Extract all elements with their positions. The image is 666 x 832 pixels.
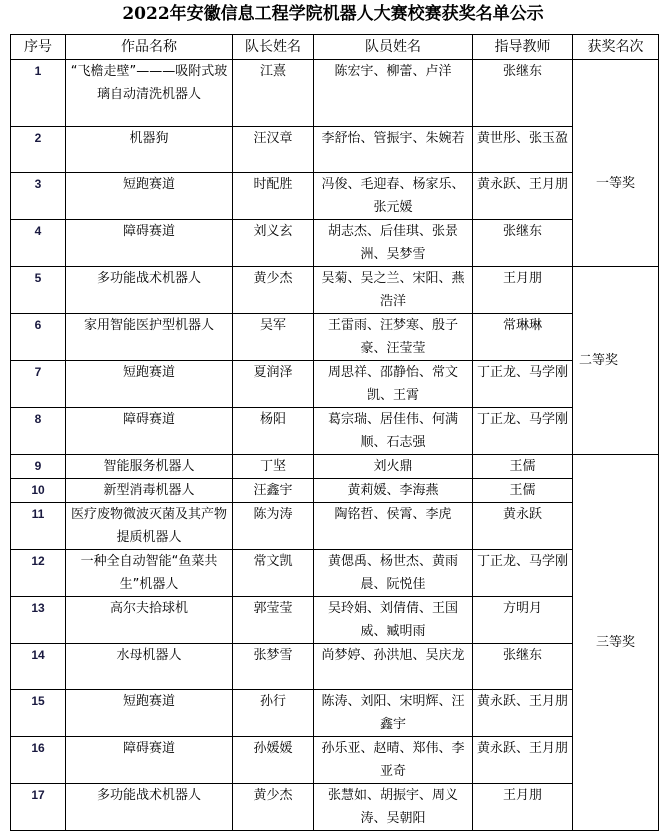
row-members: 黄偲禹、杨世杰、黄雨晨、阮悦佳 [314,550,473,597]
row-members: 孙乐亚、赵晴、郑伟、李亚奇 [314,737,473,784]
row-captain: 刘义玄 [233,220,314,267]
row-advisor: 王月朋 [473,267,573,314]
row-advisor: 黄永跃 [473,503,573,550]
header-work: 作品名称 [66,35,233,60]
row-seq: 6 [11,314,66,361]
header-award: 获奖名次 [573,35,659,60]
award-second-prize: 二等奖 [573,267,659,455]
row-captain: 黄少杰 [233,784,314,831]
row-members: 刘火鼎 [314,455,473,479]
row-work: 水母机器人 [66,644,233,690]
row-work: 障碍赛道 [66,408,233,455]
header-members: 队员姓名 [314,35,473,60]
table-row [11,784,659,831]
row-captain: 郭莹莹 [233,597,314,644]
row-seq: 1 [11,60,66,127]
row-members: 吴玲娟、刘倩倩、王国威、臧明雨 [314,597,473,644]
row-work: 多功能战术机器人 [66,267,233,314]
table-row [11,220,659,267]
row-members: 冯俊、毛迎春、杨家乐、张元媛 [314,173,473,220]
row-seq: 9 [11,455,66,479]
row-captain: 黄少杰 [233,267,314,314]
award-third-prize: 三等奖 [573,455,659,831]
row-seq: 14 [11,644,66,690]
award-first-prize: 一等奖 [573,60,659,267]
row-seq: 8 [11,408,66,455]
row-work: 短跑赛道 [66,173,233,220]
award-list-table [10,34,659,831]
row-seq: 13 [11,597,66,644]
row-advisor: 王月朋 [473,784,573,831]
row-captain: 杨阳 [233,408,314,455]
row-seq: 16 [11,737,66,784]
table-row [11,361,659,408]
row-advisor: 王儒 [473,455,573,479]
row-captain: 张梦雪 [233,644,314,690]
table-row [11,644,659,690]
row-advisor: 王儒 [473,479,573,503]
row-members: 黄莉媛、李海燕 [314,479,473,503]
row-advisor: 黄永跃、王月朋 [473,690,573,737]
table-header-row [11,35,659,60]
row-members: 葛宗瑞、居佳伟、何满顺、石志强 [314,408,473,455]
table-row [11,60,659,127]
row-members: 陈宏宇、柳蕾、卢洋 [314,60,473,127]
row-seq: 7 [11,361,66,408]
row-seq: 15 [11,690,66,737]
row-advisor: 黄世彤、张玉盈 [473,127,573,173]
row-advisor: 丁正龙、马学刚 [473,361,573,408]
row-captain: 时配胜 [233,173,314,220]
header-advisor: 指导教师 [473,35,573,60]
row-captain: 丁坚 [233,455,314,479]
table-row [11,127,659,173]
row-captain: 夏润泽 [233,361,314,408]
row-advisor: 黄永跃、王月朋 [473,173,573,220]
row-advisor: 黄永跃、王月朋 [473,737,573,784]
row-seq: 5 [11,267,66,314]
row-work: 机器狗 [66,127,233,173]
table-row [11,479,659,503]
row-advisor: 常琳琳 [473,314,573,361]
row-seq: 10 [11,479,66,503]
row-members: 李舒怡、管振宇、朱婉若 [314,127,473,173]
row-advisor: 张继东 [473,60,573,127]
table-row [11,173,659,220]
row-advisor: 丁正龙、马学刚 [473,408,573,455]
row-seq: 11 [11,503,66,550]
row-work: “飞檐走壁”———吸附式玻璃自动清洗机器人 [66,60,233,127]
row-captain: 江熹 [233,60,314,127]
row-advisor: 丁正龙、马学刚 [473,550,573,597]
row-captain: 汪汉章 [233,127,314,173]
row-members: 吴菊、吴之兰、宋阳、燕浩洋 [314,267,473,314]
row-captain: 汪鑫宇 [233,479,314,503]
row-work: 家用智能医护型机器人 [66,314,233,361]
table-row [11,737,659,784]
row-captain: 孙行 [233,690,314,737]
table-row [11,314,659,361]
row-seq: 17 [11,784,66,831]
row-members: 陶铭哲、侯霄、李虎 [314,503,473,550]
row-work: 多功能战术机器人 [66,784,233,831]
row-seq: 4 [11,220,66,267]
row-members: 陈涛、刘阳、宋明辉、汪鑫宇 [314,690,473,737]
row-members: 周思祥、邵静怡、常文凯、王霄 [314,361,473,408]
row-advisor: 方明月 [473,597,573,644]
table-row [11,597,659,644]
row-work: 高尔夫拾球机 [66,597,233,644]
row-seq: 2 [11,127,66,173]
header-seq: 序号 [11,35,66,60]
table-row [11,550,659,597]
row-work: 医疗废物微波灭菌及其产物提质机器人 [66,503,233,550]
row-work: 新型消毒机器人 [66,479,233,503]
row-work: 障碍赛道 [66,220,233,267]
row-captain: 陈为涛 [233,503,314,550]
row-members: 张慧如、胡振宇、周义涛、吴朝阳 [314,784,473,831]
row-members: 胡志杰、后佳琪、张景洲、吴梦雪 [314,220,473,267]
row-work: 短跑赛道 [66,690,233,737]
row-work: 短跑赛道 [66,361,233,408]
row-advisor: 张继东 [473,644,573,690]
table-row [11,455,659,479]
table-row [11,408,659,455]
row-seq: 12 [11,550,66,597]
header-captain: 队长姓名 [233,35,314,60]
row-work: 一种全自动智能“鱼菜共生”机器人 [66,550,233,597]
row-members: 尚梦婷、孙洪旭、吴庆龙 [314,644,473,690]
row-work: 障碍赛道 [66,737,233,784]
row-captain: 常文凯 [233,550,314,597]
table-row [11,503,659,550]
page-title: 2022年安徽信息工程学院机器人大赛校赛获奖名单公示 [122,4,544,24]
row-captain: 吴军 [233,314,314,361]
row-work: 智能服务机器人 [66,455,233,479]
table-row [11,267,659,314]
row-captain: 孙媛媛 [233,737,314,784]
table-row [11,690,659,737]
row-members: 王雷雨、汪梦寒、殷子豪、汪莹莹 [314,314,473,361]
row-advisor: 张继东 [473,220,573,267]
row-seq: 3 [11,173,66,220]
